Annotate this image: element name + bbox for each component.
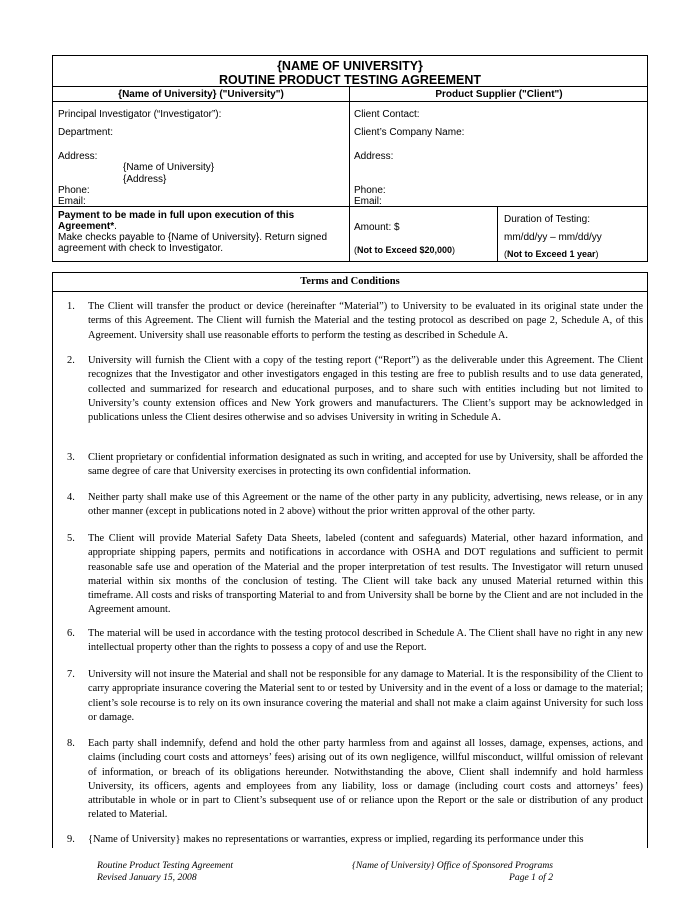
client-address-label: Address:	[354, 151, 394, 162]
divider	[53, 291, 647, 292]
agreement-type-title: ROUTINE PRODUCT TESTING AGREEMENT	[218, 73, 482, 87]
payment-instructions-cont: agreement with check to Investigator.	[58, 243, 224, 254]
footer-document-name: Routine Product Testing Agreement	[97, 860, 233, 871]
term-item	[67, 491, 643, 520]
phone-label: Phone:	[58, 185, 90, 196]
column-divider	[349, 206, 350, 262]
department-label: Department:	[58, 127, 114, 138]
client-email-label: Email:	[354, 196, 382, 207]
terms-heading: Terms and Conditions	[300, 276, 400, 287]
term-text: University will not insure the Material and shall not be responsible for any damage to Material. It is the responsibility of the Client to carry appropriate insurance covering the Material sent to or tested by University and in the event of a loss or damage to the material; client’s sole recourse is to rely on its own insurance covering the material and shall not make a claim against University for such loss or damage.	[88, 669, 643, 723]
footer-page-number: Page 1 of 2	[509, 872, 553, 883]
term-text: University will furnish the Client with a copy of the testing report (“Report”) as the deliverable under this Agreement. The Client recognizes that the Investigator and other investigators engaged in this testing are free to publish results and to use data generated, collected and summarized for research and educational purposes, and to share such with entities including but not limited to University’s county extension offices and New York growers and manufacturers. The Client’s support may be acknowledged in publications unless the Client desires otherwise and so advises University in writing in Schedule A.	[88, 355, 643, 424]
client-company-label: Client’s Company Name:	[354, 127, 465, 138]
university-name-title: {NAME OF UNIVERSITY}	[277, 59, 423, 73]
footer-right	[352, 860, 553, 884]
amount-limit: Not to Exceed $20,000	[357, 245, 453, 255]
duration-label: Duration of Testing:	[504, 214, 590, 225]
agreement-title	[53, 59, 647, 87]
university-address-name: {Name of University}	[123, 162, 215, 173]
column-divider	[349, 86, 350, 206]
paren: )	[595, 249, 599, 259]
term-item	[67, 668, 643, 725]
term-number: 5.	[67, 533, 75, 544]
term-item	[67, 354, 643, 425]
term-text: The Client will provide Material Safety Data Sheets, labeled (content and safeguards) Material, other hazard information, and appropriate shipping papers, permits and notifications in accordance with OSHA and DOT regulations and sufficient to permit reasonable safe use and operation of the Material and the proper interpretation of test results. The Investigator will return unused material within six months of the conclusion of testing. The Client will take back any unused Material returned within this timeframe. All costs and risks of transporting Material to and from University shall be borne by the Client and are not included in the Agreement amount.	[88, 533, 643, 616]
duration-limit: Not to Exceed 1 year	[507, 249, 596, 259]
term-item	[67, 300, 643, 343]
term-number: 3.	[67, 452, 75, 463]
term-number: 8.	[67, 738, 75, 749]
term-item	[67, 532, 643, 618]
investigator-label: Principal Investigator (“Investigator”):	[58, 109, 222, 120]
email-label: Email:	[58, 196, 86, 207]
university-address: {Address}	[123, 174, 167, 185]
payment-terms-agreement: Agreement*	[58, 221, 115, 232]
term-item	[67, 451, 643, 480]
term-text: Each party shall indemnify, defend and hold the other party harmless from and against all losses, damage, expenses, actions, and claims (including court costs and attorneys’ fees) arising out of its own negligence, willful misconduct, willful omission of relevant of information, or breach of its obligations hereunder. Notwithstanding the above, Client shall indemnify and hold harmless University, its officers, agents and employees from any liability, loss or damage (including court costs and attorneys’ fees) attributable in whole or in part to Client’s subsequent use of or reliance upon the Report or the sale or distribution of any product related to Material.	[88, 738, 643, 821]
agreement-header-box	[52, 55, 648, 262]
footer-left	[97, 860, 233, 884]
term-text: Neither party shall make use of this Agreement or the name of the other party in any publicity, advertising, news release, or in any other manner (except in publications noted in 2 above) without the prior written approval of the other party.	[88, 492, 643, 518]
term-item	[67, 833, 643, 847]
term-text: Client proprietary or confidential information designated as such in writing, and accepted for use by University, shall be afforded the same degree of care that University exercises in protecting its own confidential information.	[88, 452, 643, 478]
terms-and-conditions-box	[52, 272, 648, 848]
amount-label: Amount: $	[354, 222, 400, 233]
term-item	[67, 737, 643, 823]
column-divider	[497, 206, 498, 262]
client-column-label: Product Supplier ("Client")	[435, 89, 563, 100]
divider	[53, 86, 647, 87]
client-phone-label: Phone:	[354, 185, 386, 196]
term-number: 2.	[67, 355, 75, 366]
paren: )	[452, 245, 456, 255]
term-text: {Name of University} makes no representations or warranties, express or implied, regarding its performance under this	[88, 834, 584, 845]
client-contact-label: Client Contact:	[354, 109, 420, 120]
term-number: 7.	[67, 669, 75, 680]
term-number: 4.	[67, 492, 75, 503]
term-number: 6.	[67, 628, 75, 639]
payment-terms-period: .	[114, 221, 117, 232]
term-number: 1.	[67, 301, 75, 312]
university-column-label: {Name of University} ("University")	[118, 89, 284, 100]
paren: (	[354, 245, 357, 255]
payment-terms: Payment to be made in full upon execution of this	[58, 210, 295, 221]
term-item	[67, 627, 643, 656]
term-text: The material will be used in accordance with the testing protocol described in Schedule A. The Client shall have no right in any new intellectual property other than the rights to possess a copy of and use the Report.	[88, 628, 643, 654]
paren: (	[504, 249, 507, 259]
address-label: Address:	[58, 151, 98, 162]
term-number: 9.	[67, 834, 75, 845]
divider	[53, 101, 647, 102]
payment-instructions: Make checks payable to {Name of University}. Return signed	[58, 232, 328, 243]
term-text: The Client will transfer the product or device (hereinafter “Material”) to University to be evaluated in its original state under the terms of this Agreement. The Client will furnish the Material and the testing protocol as described on page 2, Schedule A, of this Agreement. University shall use reasonable efforts to perform the testing as described in Schedule A.	[88, 301, 643, 341]
footer-revision-date: Revised January 15, 2008	[97, 872, 197, 883]
divider	[53, 206, 647, 207]
duration-dates: mm/dd/yy – mm/dd/yy	[504, 232, 602, 243]
footer-office: {Name of University} Office of Sponsored Programs	[352, 860, 553, 871]
